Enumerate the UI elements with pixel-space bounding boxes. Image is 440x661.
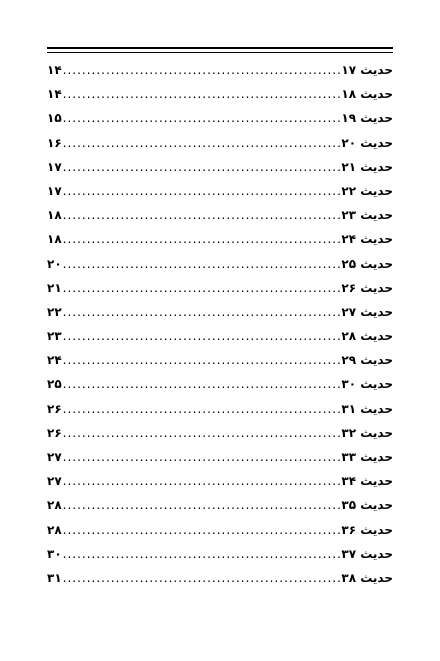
toc-entry-title: حدیث ۱۹ <box>341 111 393 126</box>
dot-leader <box>63 106 341 130</box>
dot-leader <box>63 300 341 324</box>
dot-leader <box>63 131 341 155</box>
toc-entry-title: حدیث ۲۳ <box>341 208 393 223</box>
dot-leader <box>63 445 341 469</box>
toc-entry-page-number: ۲۸ <box>47 498 62 513</box>
toc-entry-page-number: ۱۵ <box>47 111 62 126</box>
dot-leader <box>63 155 341 179</box>
toc-entry[interactable] <box>47 131 393 155</box>
toc-entry[interactable] <box>47 566 393 590</box>
toc-entry[interactable] <box>47 227 393 251</box>
dot-leader <box>63 493 341 517</box>
toc-entry[interactable] <box>47 493 393 517</box>
toc-entry[interactable] <box>47 518 393 542</box>
dot-leader <box>63 542 341 566</box>
toc-entry-page-number: ۲۶ <box>47 425 62 440</box>
toc-entry-title: حدیث ۳۱ <box>341 401 393 416</box>
dot-leader <box>63 372 341 396</box>
dot-leader <box>63 397 341 421</box>
toc-entry[interactable] <box>47 372 393 396</box>
toc-entry-title: حدیث ۳۷ <box>341 546 393 561</box>
toc-entry-page-number: ۱۴ <box>47 87 62 102</box>
table-of-contents <box>47 58 393 590</box>
toc-entry[interactable] <box>47 469 393 493</box>
toc-entry-title: حدیث ۳۶ <box>341 522 393 537</box>
toc-entry-page-number: ۲۶ <box>47 401 62 416</box>
dot-leader <box>63 82 341 106</box>
toc-entry-title: حدیث ۲۲ <box>341 183 393 198</box>
dot-leader <box>63 276 341 300</box>
toc-entry-title: حدیث ۲۵ <box>341 256 393 271</box>
dot-leader <box>63 469 341 493</box>
toc-entry[interactable] <box>47 300 393 324</box>
toc-entry-page-number: ۳۱ <box>47 570 62 585</box>
header-rule-thick <box>47 47 393 49</box>
dot-leader <box>63 324 341 348</box>
dot-leader <box>63 227 341 251</box>
toc-entry-title: حدیث ۳۸ <box>341 570 393 585</box>
toc-entry-title: حدیث ۲۱ <box>341 159 393 174</box>
toc-entry[interactable] <box>47 82 393 106</box>
toc-entry-title: حدیث ۲۹ <box>341 353 393 368</box>
toc-entry-title: حدیث ۳۵ <box>341 498 393 513</box>
toc-entry-page-number: ۲۰ <box>47 256 62 271</box>
toc-entry-page-number: ۲۲ <box>47 304 62 319</box>
toc-entry[interactable] <box>47 542 393 566</box>
dot-leader <box>63 203 341 227</box>
toc-entry-page-number: ۳۰ <box>47 546 62 561</box>
toc-entry-page-number: ۱۶ <box>47 135 62 150</box>
toc-entry[interactable] <box>47 58 393 82</box>
toc-entry[interactable] <box>47 445 393 469</box>
header-rule-thin <box>47 52 393 53</box>
toc-entry[interactable] <box>47 155 393 179</box>
toc-entry-page-number: ۱۸ <box>47 208 62 223</box>
toc-entry-title: حدیث ۲۴ <box>341 232 393 247</box>
dot-leader <box>63 252 341 276</box>
toc-entry-page-number: ۲۱ <box>47 280 62 295</box>
toc-entry[interactable] <box>47 324 393 348</box>
toc-entry[interactable] <box>47 106 393 130</box>
toc-entry[interactable] <box>47 252 393 276</box>
toc-entry-page-number: ۱۷ <box>47 159 62 174</box>
toc-entry-page-number: ۲۸ <box>47 522 62 537</box>
toc-entry[interactable] <box>47 203 393 227</box>
toc-entry-title: حدیث ۳۴ <box>341 474 393 489</box>
dot-leader <box>63 518 341 542</box>
dot-leader <box>63 58 341 82</box>
toc-entry-title: حدیث ۱۸ <box>341 87 393 102</box>
toc-entry[interactable] <box>47 421 393 445</box>
toc-entry-title: حدیث ۲۰ <box>341 135 393 150</box>
toc-entry-page-number: ۲۴ <box>47 353 62 368</box>
dot-leader <box>63 421 341 445</box>
toc-entry-page-number: ۲۷ <box>47 474 62 489</box>
toc-entry-title: حدیث ۲۸ <box>341 329 393 344</box>
toc-entry-page-number: ۱۴ <box>47 63 62 77</box>
dot-leader <box>63 348 341 372</box>
dot-leader <box>63 566 341 590</box>
toc-entry[interactable] <box>47 179 393 203</box>
dot-leader <box>63 179 341 203</box>
toc-entry[interactable] <box>47 348 393 372</box>
toc-entry-title: حدیث ۲۶ <box>341 280 393 295</box>
toc-entry-page-number: ۱۸ <box>47 232 62 247</box>
toc-entry-title: حدیث ۳۰ <box>341 377 393 392</box>
toc-entry[interactable] <box>47 276 393 300</box>
toc-entry[interactable] <box>47 397 393 421</box>
toc-entry-title: حدیث ۳۲ <box>341 425 393 440</box>
toc-entry-page-number: ۱۷ <box>47 183 62 198</box>
toc-entry-page-number: ۲۳ <box>47 329 62 344</box>
toc-entry-title: حدیث ۳۳ <box>341 450 393 464</box>
toc-entry-title: حدیث ۲۷ <box>341 304 393 319</box>
toc-entry-page-number: ۲۷ <box>47 450 62 464</box>
toc-entry-title: حدیث ۱۷ <box>341 63 393 77</box>
toc-entry-page-number: ۲۵ <box>47 377 62 392</box>
